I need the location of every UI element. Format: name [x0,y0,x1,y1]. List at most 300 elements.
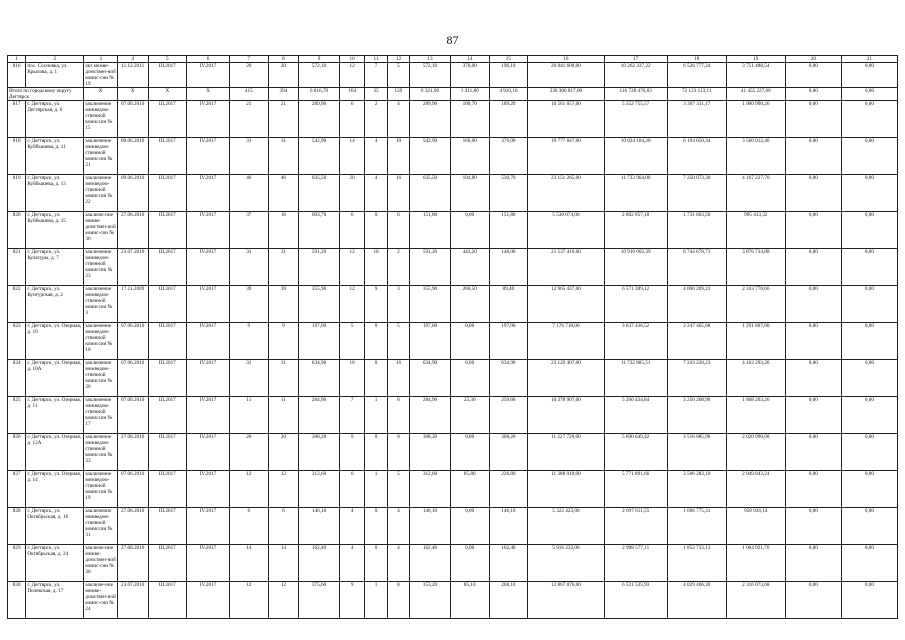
end-quarter-cell: IV.2017 [187,63,230,88]
start-quarter-cell: III.2017 [148,249,187,286]
area-municipal-cell: 162,40 [489,545,528,582]
residents-total-cell: 11 [229,397,268,434]
cost-total-cell: 23 129 407,00 [528,360,604,397]
table-row [8,138,898,175]
cost-other-cell: 0,00 [785,249,841,286]
area-total-cell: 355,90 [299,286,340,323]
end-quarter-cell: IV.2017 [187,138,230,175]
cost-total-cell: 11 227 726,00 [528,434,604,471]
residents-relocated-cell: 20 [268,63,299,88]
residents-total-cell: 20 [229,434,268,471]
cost-region-cell: 1 666 775,31 [667,508,726,545]
start-quarter-cell: III.2017 [148,323,187,360]
start-quarter-cell: III.2017 [148,397,187,434]
rooms-municipal-cell: 4 [387,508,409,545]
end-quarter-cell: IV.2017 [187,434,230,471]
cost-municipal-cell: 2 316 073,68 [726,582,785,619]
rooms-owned-cell: 0 [365,545,387,582]
cost-region-cell: 4 029 466,39 [667,582,726,619]
rooms-owned-cell: 10 [365,249,387,286]
cost-region-cell: 7 243 228,23 [667,360,726,397]
residents-total-cell: 31 [229,249,268,286]
cost-other-cell: 0,00 [785,175,841,212]
area-municipal-cell: 376,00 [489,138,528,175]
cost-municipal-cell: 958 036,14 [726,508,785,545]
cost-region-cell: 3 566 283,10 [667,471,726,508]
cost-extra-cell: 0,00 [841,360,897,397]
area-owned-cell: 0,00 [450,434,489,471]
row-number-cell: 823 [8,323,26,360]
column-number: 15 [489,56,528,63]
cost-municipal-cell: 3 876 734,88 [726,249,785,286]
basis-document-cell: заключение межведом-ственной комиссии № 23 [84,249,118,286]
row-number-cell: 817 [8,101,26,138]
rooms-municipal-cell: 4 [387,545,409,582]
start-quarter-cell: III.2017 [148,175,187,212]
rooms-owned-cell: 0 [365,323,387,360]
cost-municipal-cell: 3 560 012,46 [726,138,785,175]
cost-total-cell: 5 530 074,00 [528,212,604,249]
area-municipal-cell: 308,20 [489,434,528,471]
basis-document-cell: акт межве-домствен-ной комис-сии № 19 [85,63,116,87]
start-quarter-cell: III.2017 [148,434,187,471]
area-total-cell: 284,90 [299,397,340,434]
area-owned-cell: 266,50 [450,286,489,323]
cost-fund-cell: 6 521 535,93 [604,582,667,619]
end-quarter-cell: IV.2017 [187,508,230,545]
document-date-total-cell: X [117,88,148,101]
area-total-cell: 572,10 [299,63,340,88]
cost-municipal-cell: 4 163 293,26 [726,360,785,397]
cost-fund-cell: 5 352 755,57 [604,101,667,138]
cost-extra-cell: 0,00 [841,63,897,88]
residents-total-cell: 31 [229,360,268,397]
residents-relocated-total-cell: 394 [268,88,299,101]
area-municipal-cell: 530,70 [489,175,528,212]
column-number: 14 [450,56,489,63]
area-total-cell: 162,40 [299,545,340,582]
area-total-cell: 146,10 [299,508,340,545]
rooms-total-cell: 6 [339,471,364,508]
end-quarter-cell: IV.2017 [187,397,230,434]
table-row [8,101,898,138]
cost-fund-cell: 2 697 611,55 [604,508,667,545]
rooms-municipal-cell: 6 [387,212,409,249]
rooms-municipal-cell: 2 [387,249,409,286]
address-cell: г. Дегтярск, ул. Октябрьская, д. 16 [26,508,84,545]
rooms-total-cell: 5 [339,323,364,360]
end-quarter-total-cell: X [187,88,230,101]
column-number: 17 [604,56,667,63]
column-number: 18 [667,56,726,63]
rooms-owned-cell: 0 [365,212,387,249]
start-quarter-total-cell: X [148,88,187,101]
basis-document-cell: заключе-ние межве-домствен-ной комис-сии № 30 [84,545,118,582]
rooms-owned-cell: 4 [365,175,387,212]
area-municipal-cell: 196,10 [489,63,528,88]
end-quarter-cell: IV.2017 [187,175,230,212]
residents-total-cell: 9 [229,323,268,360]
basis-document-cell: заключение межведом-ственной комиссии № 3 [84,286,118,323]
rooms-owned-cell: 0 [365,434,387,471]
area-owned-cell: 0,00 [450,360,489,397]
cost-other-total-cell: 0,00 [785,88,841,101]
cost-total-cell: 19 777 847,00 [528,138,604,175]
rooms-municipal-cell: 16 [387,360,409,397]
row-number-cell: 819 [8,175,26,212]
rooms-total-cell: 20 [339,175,364,212]
table-row [8,212,898,249]
rooms-owned-cell: 7 [365,63,387,88]
cost-total-cell: 5 322 423,00 [528,508,604,545]
cost-municipal-cell: 2 049 843,24 [726,471,785,508]
basis-document-cell: заключение межведом-ственной комиссии № 31 [84,508,118,545]
end-quarter-cell: IV.2017 [187,545,230,582]
area-relocated-cell: 146,10 [410,508,451,545]
end-quarter-cell: IV.2017 [187,212,230,249]
column-number: 13 [410,56,451,63]
table-row [8,360,898,397]
address-cell: г. Дегтярск, ул. Куйбышева, д. 13 [26,175,84,212]
area-owned-cell: 376,00 [450,63,489,88]
residents-total-cell: 20 [229,63,268,88]
cost-extra-cell: 0,00 [841,508,897,545]
address-cell: г. Дегтярск, ул. Культуры, д. 7 [26,249,84,286]
residents-relocated-cell: 11 [268,397,299,434]
area-relocated-cell: 151,80 [410,212,451,249]
rooms-municipal-cell: 6 [387,397,409,434]
cost-municipal-cell: 1 900 990,26 [726,101,785,138]
end-quarter-cell: IV.2017 [187,286,230,323]
rooms-municipal-cell: 5 [387,63,409,88]
cost-other-cell: 0,00 [785,286,841,323]
cost-extra-cell: 0,00 [841,101,897,138]
rooms-total-cell: 16 [339,360,364,397]
document-date-cell: 27.08.2010 [117,545,148,582]
cost-municipal-total-cell: 41 455 227,06 [726,88,785,101]
cost-municipal-cell: 3 751 488,54 [726,63,785,88]
row-number-cell: 825 [8,397,26,434]
address-cell: г. Дегтярск, ул. Куйбышева, д. 11 [26,138,84,175]
cost-total-cell: 23 151 265,00 [528,175,604,212]
basis-document-cell: заключе-ние межве-домствен-ной комис-сии № 24 [84,582,118,619]
column-number: 16 [528,56,604,63]
cost-total-cell: 20 841 600,00 [528,63,604,88]
cost-total-cell: 11 388 018,00 [528,471,604,508]
document-date-cell: 27.08.2010 [117,508,148,545]
start-quarter-cell: III.2017 [148,63,187,88]
cost-region-cell: 3 516 085,90 [667,434,726,471]
document-date-cell: 07.06.2010 [117,323,148,360]
cost-other-cell: 0,00 [785,101,841,138]
residents-relocated-cell: 31 [268,249,299,286]
cost-municipal-cell: 1 868 203,26 [726,397,785,434]
row-number-cell: 826 [8,434,26,471]
cost-fund-cell: 2 802 857,18 [604,212,667,249]
cost-total-total-cell: 230 306 817,00 [528,88,604,101]
cost-region-cell: 7 250 073,30 [667,175,726,212]
end-quarter-cell: IV.2017 [187,249,230,286]
residents-total-cell: 39 [229,286,268,323]
document-date-cell: 11.12.2011 [117,63,148,88]
start-quarter-cell: III.2017 [148,508,187,545]
area-total-cell: 308,20 [299,434,340,471]
residents-relocated-cell: 9 [268,323,299,360]
rooms-municipal-cell: 5 [387,323,409,360]
cost-other-cell: 0,00 [785,212,841,249]
cost-fund-cell: 10 262 337,22 [604,63,667,88]
cost-extra-cell: 0,00 [841,545,897,582]
cost-extra-cell: 0,00 [841,323,897,360]
basis-document-cell: заключение межведом-ственной комиссии № 18 [84,323,118,360]
cost-municipal-cell: 1 291 807,80 [726,323,785,360]
subtotal-row [8,88,898,101]
cost-total-cell: 21 537 416,00 [528,249,604,286]
rooms-total-cell: 4 [339,508,364,545]
rooms-total-cell: 14 [339,138,364,175]
column-number: 21 [841,56,897,63]
rooms-owned-cell: 1 [365,582,387,619]
cost-fund-cell: 5 690 649,42 [604,434,667,471]
area-owned-cell: 85,10 [450,582,489,619]
rooms-municipal-cell: 16 [387,175,409,212]
cost-total-cell: 12 867 076,00 [528,582,604,619]
residents-total-total-cell: 415 [229,88,268,101]
row-number-cell: 818 [8,138,26,175]
document-date-cell: 17.11.2009 [117,286,148,323]
column-number: 6 [187,56,230,63]
rooms-total-cell: 12 [339,286,364,323]
start-quarter-cell: III.2017 [148,545,187,582]
rooms-owned-cell: 9 [365,286,387,323]
address-cell: г. Дегтярск, ул. Озерная, д. 14 [26,471,84,508]
area-total-total-cell: 6 816,70 [299,88,340,101]
rooms-municipal-cell: 4 [387,101,409,138]
table-row [8,434,898,471]
cost-fund-cell: 3 637 436,52 [604,323,667,360]
area-owned-cell: 104,80 [450,175,489,212]
table-row [8,508,898,545]
area-municipal-cell: 89,40 [489,286,528,323]
document-date-cell: 09.06.2010 [117,138,148,175]
cost-extra-cell: 0,00 [841,138,897,175]
document-date-cell: 27.08.2010 [117,212,148,249]
column-number: 19 [726,56,785,63]
area-relocated-cell: 634,90 [410,360,451,397]
residents-total-cell: 6 [229,508,268,545]
column-number: 7 [229,56,268,63]
column-number: 9 [299,56,340,63]
basis-document-cell: заключение межведом-ственной комиссии № 19 [84,471,118,508]
rooms-total-cell: 7 [339,397,364,434]
area-total-cell: 312,60 [299,471,340,508]
rooms-total-cell: 12 [339,63,364,88]
area-municipal-cell: 189,20 [489,101,528,138]
address-cell: г. Дегтярск, ул. Октябрьская, д. 24 [26,545,84,582]
row-number-cell: 827 [8,471,26,508]
start-quarter-cell: III.2017 [148,101,187,138]
cost-municipal-cell: 4 167 227,70 [726,175,785,212]
area-relocated-cell: 635,50 [410,175,451,212]
address-cell: г. Дегтярск, ул. Дегтярская, д. 6 [26,101,84,138]
rooms-municipal-cell: 8 [387,582,409,619]
document-date-cell: 07.06.2010 [117,101,148,138]
residents-total-cell: 31 [229,138,268,175]
end-quarter-cell: IV.2017 [187,323,230,360]
cost-other-cell: 0,00 [785,582,841,619]
column-number: 8 [268,56,299,63]
rooms-total-cell: 4 [339,545,364,582]
area-relocated-cell: 312,60 [410,471,451,508]
residents-relocated-cell: 46 [268,175,299,212]
cost-region-cell: 6 526 777,24 [667,63,726,88]
residents-relocated-cell: 16 [268,212,299,249]
table-row [8,175,898,212]
rooms-owned-cell: 1 [365,471,387,508]
rooms-total-cell: 12 [339,249,364,286]
area-relocated-cell: 591,20 [410,249,451,286]
cost-municipal-cell: 1 064 921,76 [726,545,785,582]
area-total-cell: 542,90 [299,138,340,175]
cost-other-cell: 0,00 [785,138,841,175]
residents-total-cell: 37 [229,212,268,249]
cost-other-cell: 0,00 [785,63,841,88]
table-row [8,286,898,323]
row-number-cell: 830 [8,582,26,619]
table-row [8,323,898,360]
column-number: 12 [387,56,409,63]
area-municipal-cell: 226,80 [489,471,528,508]
residents-relocated-cell: 31 [268,360,299,397]
area-relocated-cell: 162,40 [410,545,451,582]
address-cell: г. Дегтярск, ул. Куйбышева, д. 15 [26,212,84,249]
cost-extra-cell: 0,00 [841,249,897,286]
cost-fund-cell: 5 260 434,84 [604,397,667,434]
cost-total-cell: 10 378 907,00 [528,397,604,434]
cost-region-cell: 3 250 268,90 [667,397,726,434]
rooms-total-total-cell: 164 [339,88,364,101]
area-municipal-cell: 197,00 [489,323,528,360]
cost-fund-cell: 6 571 389,12 [604,286,667,323]
cost-extra-cell: 0,00 [841,286,897,323]
residents-relocated-cell: 31 [268,138,299,175]
area-relocated-cell: 542,90 [410,138,451,175]
start-quarter-cell: III.2017 [148,360,187,397]
rooms-total-cell: 6 [339,212,364,249]
area-relocated-cell: 355,90 [410,286,451,323]
table-row [8,545,898,582]
rooms-total-cell: 6 [339,101,364,138]
area-municipal-cell: 259,60 [489,397,528,434]
residents-relocated-cell: 6 [268,508,299,545]
area-relocated-cell: 572,10 [410,63,451,88]
address-cell: г. Дегтярск, ул. Озерная, д. 10А [26,360,84,397]
column-number: 11 [365,56,387,63]
area-total-cell: 289,90 [299,101,340,138]
area-owned-total-cell: 1 411,80 [450,88,489,101]
table-row [8,397,898,434]
area-total-cell: 603,70 [299,212,340,249]
area-municipal-cell: 151,80 [489,212,528,249]
basis-document-cell: заключение межведом-ственной комиссии № 20 [84,360,118,397]
area-municipal-cell: 148,00 [489,249,528,286]
residents-total-cell: 14 [229,545,268,582]
document-date-cell: 27.08.2010 [117,434,148,471]
cost-extra-cell: 0,00 [841,397,897,434]
rooms-municipal-cell: 9 [387,434,409,471]
cost-fund-total-cell: 116 728 476,83 [604,88,667,101]
start-quarter-cell: III.2017 [148,286,187,323]
cost-region-total-cell: 72 123 113,11 [667,88,726,101]
start-quarter-cell: III.2017 [148,138,187,175]
cost-other-cell: 0,00 [785,360,841,397]
area-total-cell: 634,90 [299,360,340,397]
cost-region-cell: 6 744 678,73 [667,249,726,286]
document-date-cell: 07.06.2010 [117,397,148,434]
row-number-cell: 824 [8,360,26,397]
document-date-cell: 07.06.2010 [117,471,148,508]
end-quarter-cell: IV.2017 [187,582,230,619]
cost-fund-cell: 10 024 184,20 [604,138,667,175]
cost-extra-cell: 0,00 [841,582,897,619]
cost-region-cell: 6 193 650,34 [667,138,726,175]
document-date-cell: 23.07.2010 [117,582,148,619]
residents-relocated-cell: 12 [268,471,299,508]
document-date-cell: 23.07.2010 [117,249,148,286]
column-number-row [8,56,898,63]
area-owned-cell: 0,00 [450,508,489,545]
column-number: 4 [117,56,148,63]
residents-relocated-cell: 14 [268,545,299,582]
rooms-owned-cell: 0 [365,360,387,397]
table-row [8,249,898,286]
residents-relocated-cell: 39 [268,286,299,323]
cost-fund-cell: 11 722 885,51 [604,360,667,397]
cost-extra-cell: 0,00 [841,175,897,212]
area-owned-cell: 443,20 [450,249,489,286]
residents-total-cell: 21 [229,101,268,138]
cost-extra-cell: 0,00 [841,212,897,249]
area-municipal-cell: 268,10 [489,582,528,619]
rooms-owned-cell: 0 [365,508,387,545]
residents-relocated-cell: 12 [268,582,299,619]
row-number-cell: 820 [8,212,26,249]
cost-fund-cell: 2 998 577,11 [604,545,667,582]
area-relocated-cell: 197,00 [410,323,451,360]
basis-document-cell: заключение межведом-ственной комиссии № 22 [84,175,118,212]
row-number-cell: 828 [8,508,26,545]
area-owned-cell: 0,00 [450,323,489,360]
end-quarter-cell: IV.2017 [187,101,230,138]
column-number: 3 [84,56,118,63]
table-row [8,582,898,619]
address-cell: г. Дегтярск, ул. Полевская, д. 17 [26,582,84,619]
address-cell: пос. Сосновка, ул. Крылова, д. 1 [26,63,84,88]
subtotal-label: Итого по городскому округу Дегтярск [8,88,84,101]
area-owned-cell: 166,90 [450,138,489,175]
rooms-owned-cell: 2 [365,101,387,138]
area-relocated-cell: 308,20 [410,434,451,471]
area-relocated-cell: 284,90 [410,397,451,434]
basis-document-cell: заключе-ние межве-домствен-ной комис-сии № 36 [84,212,118,249]
area-total-cell: 197,00 [299,323,340,360]
cost-other-cell: 0,00 [785,508,841,545]
cost-extra-total-cell: 0,00 [841,88,897,101]
basis-document-total-cell: X [84,88,118,101]
basis-document-cell: заключение межведом-ственной комиссии № 15 [84,101,118,138]
table-row [8,63,898,88]
rooms-owned-cell: 4 [365,138,387,175]
